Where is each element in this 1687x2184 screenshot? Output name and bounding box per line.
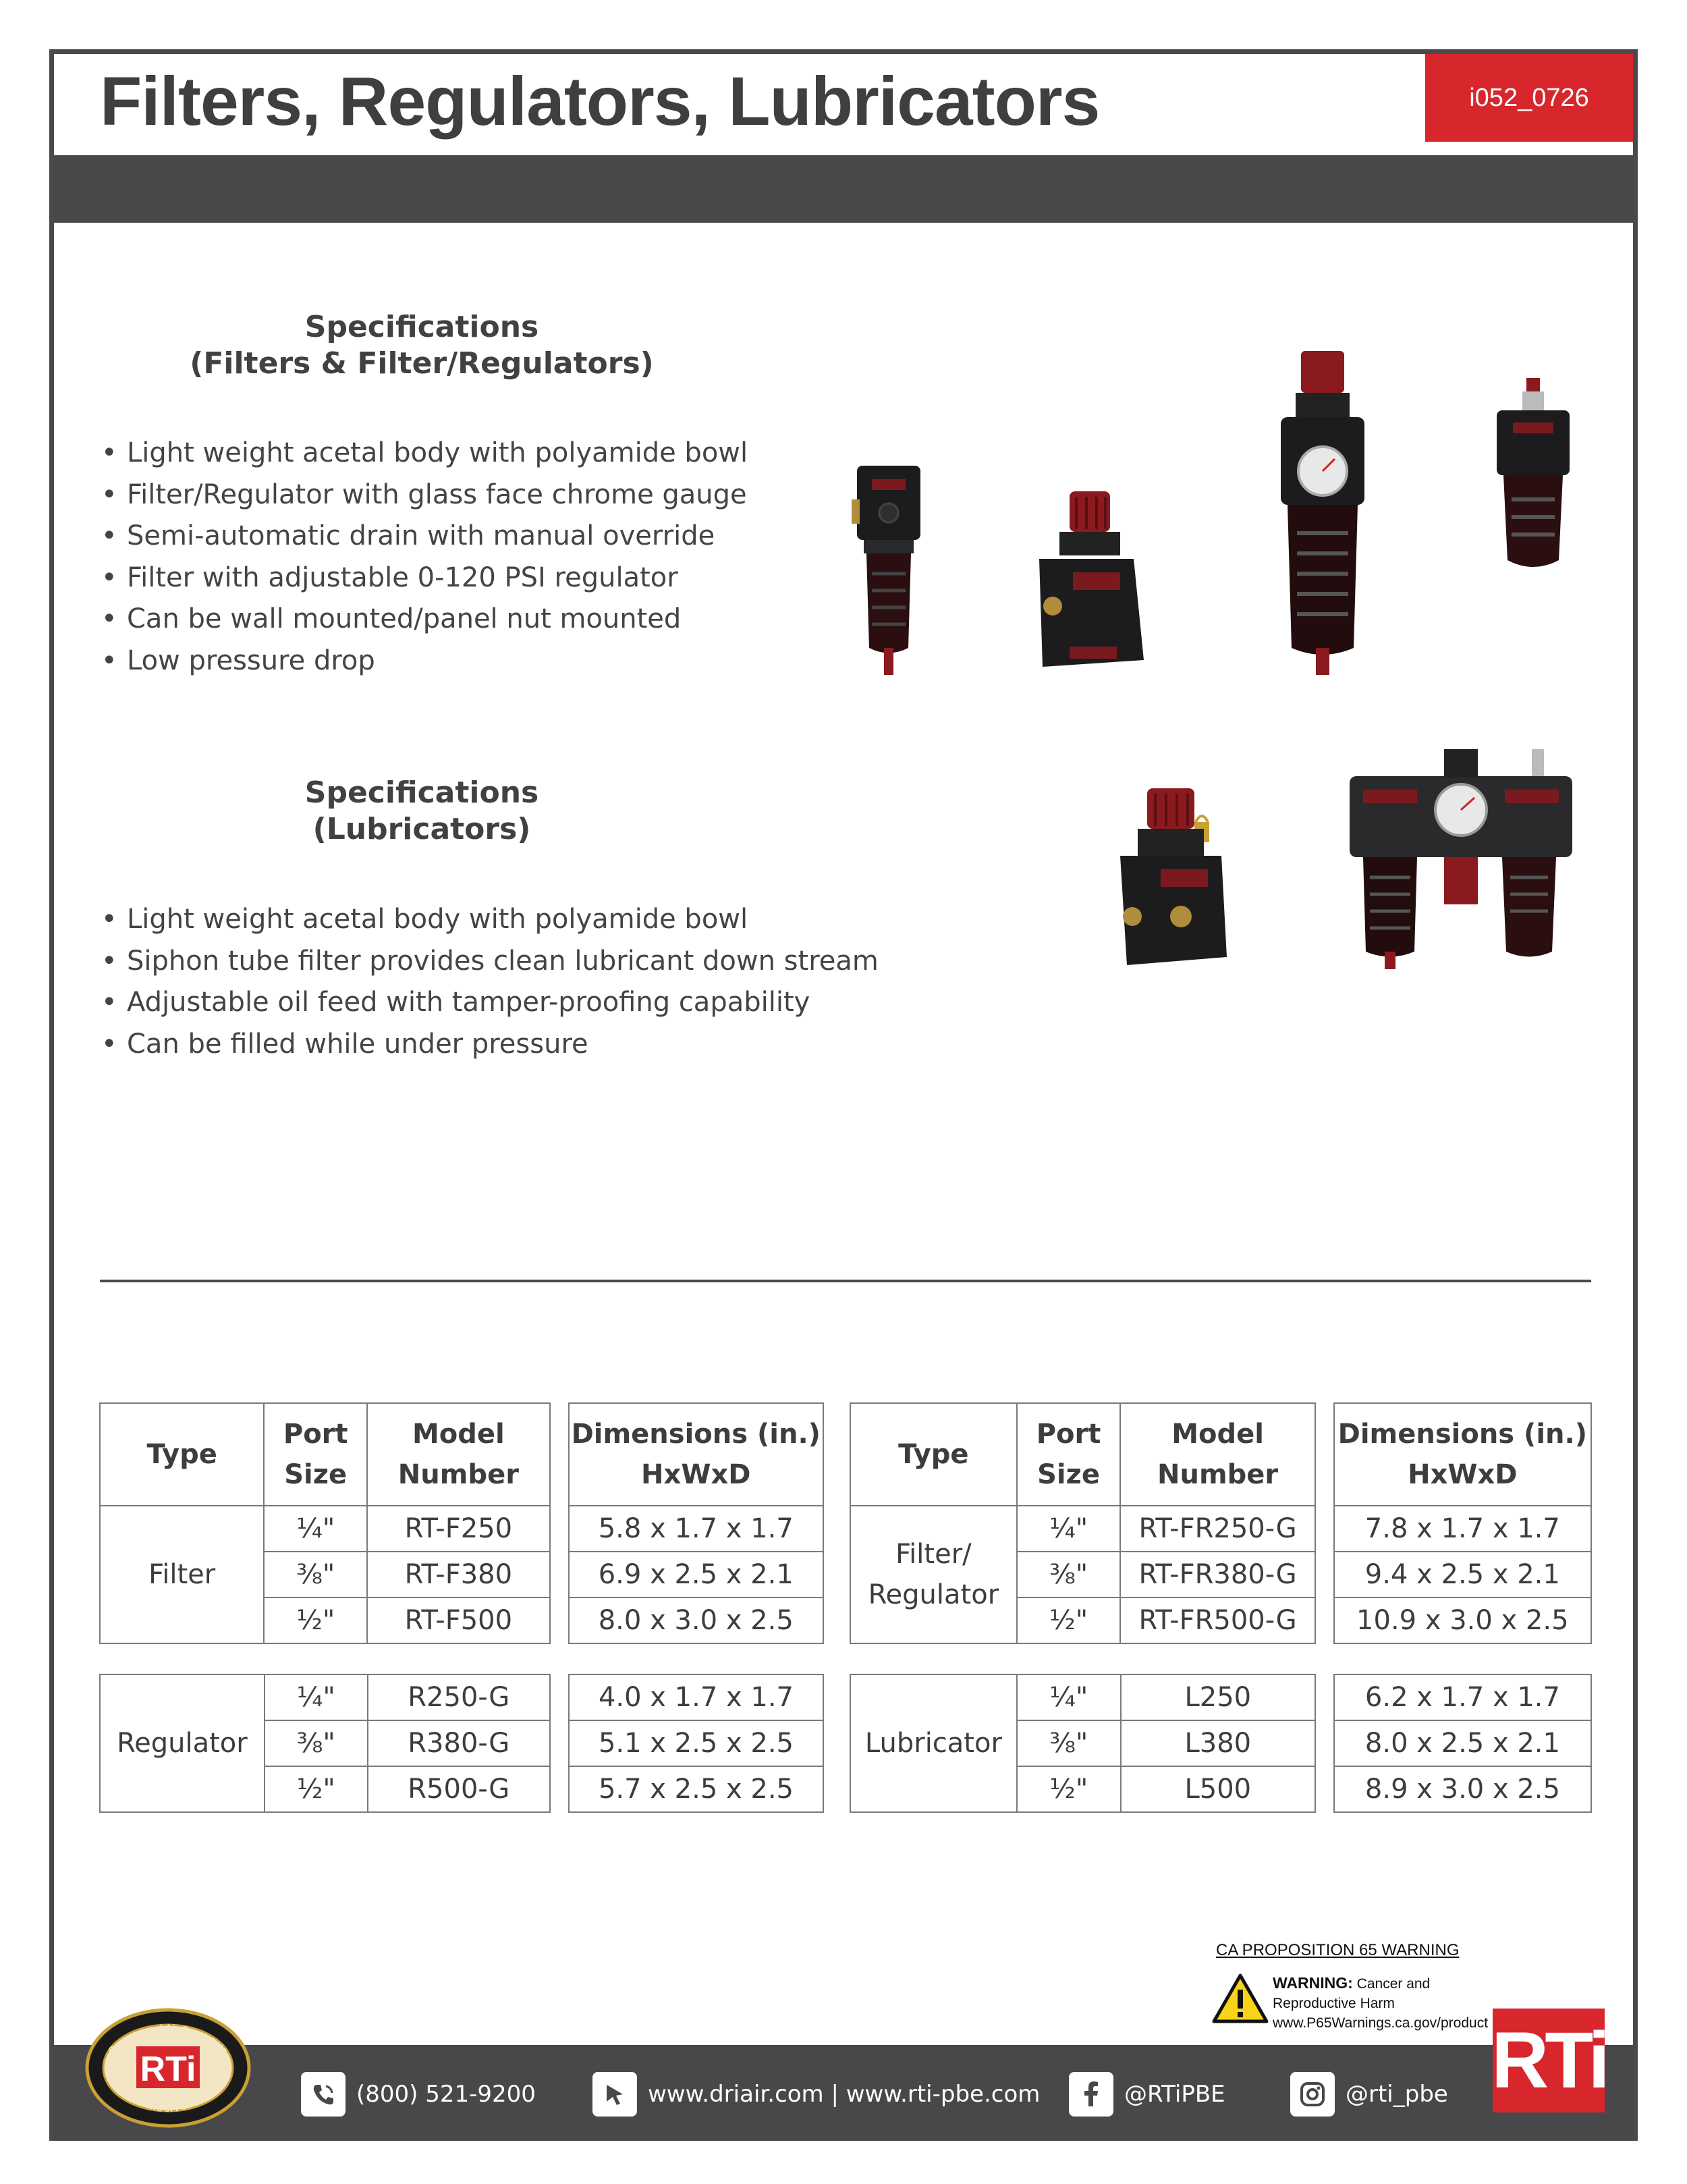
badge-top-arc: Compressed Air Specialists: [106, 2021, 230, 2056]
list-item: • Can be filled while under pressure: [101, 1024, 879, 1066]
header-dimensions: [569, 1403, 823, 1506]
model-cell: R380-G: [368, 1720, 551, 1766]
model-cell: L250: [1121, 1674, 1315, 1720]
table-gap: [1315, 1403, 1334, 1506]
spec-heading-lubricators: [121, 775, 722, 848]
model-cell: R500-G: [368, 1766, 551, 1812]
phone-icon: [301, 2072, 345, 2117]
list-item: • Filter/Regulator with glass face chrome gauge: [101, 474, 748, 516]
table-header-row: [100, 1403, 823, 1506]
header-model-number: [367, 1403, 550, 1506]
port-cell: ½": [265, 1766, 368, 1812]
table-row: [100, 1674, 823, 1720]
badge-bottom-arc: The Makers of Perfect AIR: [114, 2082, 222, 2114]
section-divider: [100, 1280, 1591, 1282]
spec-heading-line2: (Filters & Filter/Regulators): [190, 346, 654, 381]
dims-cell: 5.8 x 1.7 x 1.7: [569, 1506, 823, 1552]
dims-cell: 5.1 x 2.5 x 2.5: [569, 1720, 823, 1766]
table-filter: [99, 1402, 824, 1644]
port-cell: ¼": [264, 1506, 367, 1552]
instagram-handle: @rti_pbe: [1346, 2081, 1448, 2108]
phone-number: (800) 521-9200: [356, 2081, 536, 2108]
port-cell: ⅜": [1017, 1720, 1121, 1766]
prop65-title: CA PROPOSITION 65 WARNING: [1216, 1941, 1460, 1959]
spec-heading-line1: Specifications: [304, 775, 539, 810]
port-cell: ½": [264, 1598, 367, 1643]
header-type: Type: [850, 1403, 1017, 1506]
product-image-filter-regulator: [1275, 351, 1370, 675]
spec-heading-filters: [121, 309, 722, 382]
footer-instagram[interactable]: [1290, 2071, 1448, 2118]
list-item: • Low pressure drop: [101, 640, 748, 682]
model-cell: RT-FR250-G: [1120, 1506, 1315, 1552]
dims-cell: 7.8 x 1.7 x 1.7: [1334, 1506, 1591, 1552]
list-item: • Light weight acetal body with polyamide bowl: [101, 899, 879, 941]
table-regulator: [99, 1674, 824, 1813]
header-dim-line2: HxWxD: [1408, 1459, 1518, 1490]
header-model-line2: Number: [1157, 1459, 1279, 1490]
footer-facebook[interactable]: [1069, 2071, 1225, 2118]
header-port-size: [264, 1403, 367, 1506]
model-cell: RT-F500: [367, 1598, 550, 1643]
list-item: • Semi-automatic drain with manual override: [101, 516, 748, 557]
warning-icon: [1212, 1973, 1269, 2023]
instagram-icon: [1290, 2072, 1335, 2117]
port-cell: ½": [1017, 1598, 1121, 1643]
list-item: • Siphon tube filter provides clean lubricant down stream: [101, 941, 879, 983]
header-dimensions: [1334, 1403, 1591, 1506]
port-cell: ¼": [1017, 1674, 1121, 1720]
type-cell: Filter: [100, 1506, 264, 1643]
spec-heading-line1: Specifications: [304, 310, 539, 344]
header-dim-line2: HxWxD: [641, 1459, 751, 1490]
list-item: • Light weight acetal body with polyamide bowl: [101, 433, 748, 474]
rti-logo-text: RTi: [1491, 2016, 1606, 2105]
spec-list-lubricators: [101, 899, 879, 1065]
dims-cell: 10.9 x 3.0 x 2.5: [1334, 1598, 1591, 1643]
header-port-line2: Size: [1037, 1459, 1100, 1490]
table-row: [850, 1674, 1591, 1720]
spec-heading-line2: (Lubricators): [312, 812, 531, 846]
table-gap: [550, 1674, 569, 1812]
header-dim-line1: Dimensions (in.): [571, 1419, 821, 1450]
header-bar: [54, 155, 1633, 223]
model-cell: R250-G: [368, 1674, 551, 1720]
list-item: • Adjustable oil feed with tamper-proofing capability: [101, 982, 879, 1024]
cursor-icon: [592, 2072, 637, 2117]
dims-cell: 5.7 x 2.5 x 2.5: [569, 1766, 823, 1812]
model-cell: L500: [1121, 1766, 1315, 1812]
table-row: [850, 1506, 1591, 1552]
header-port-line1: Port: [1036, 1419, 1101, 1450]
product-image-filter: [852, 466, 926, 682]
dims-cell: 8.0 x 2.5 x 2.1: [1334, 1720, 1591, 1766]
type-line2: Regulator: [868, 1579, 999, 1610]
prop65-warning-text: Cancer and Reproductive Harm: [1273, 1976, 1431, 2011]
product-image-regulator-lock: [1113, 788, 1235, 971]
facebook-icon: [1069, 2072, 1113, 2117]
badge-brand: RTi: [140, 2050, 196, 2089]
port-cell: ½": [1017, 1766, 1121, 1812]
port-cell: ⅜": [264, 1552, 367, 1598]
dims-cell: 9.4 x 2.5 x 2.1: [1334, 1552, 1591, 1598]
header-type: Type: [100, 1403, 264, 1506]
port-cell: ⅜": [1017, 1552, 1121, 1598]
dims-cell: 8.9 x 3.0 x 2.5: [1334, 1766, 1591, 1812]
dims-cell: 4.0 x 1.7 x 1.7: [569, 1674, 823, 1720]
product-image-lubricator: [1493, 378, 1574, 574]
header-model-line1: Model: [1171, 1419, 1264, 1450]
product-image-regulator: [1032, 491, 1147, 674]
spec-list-filters: [101, 433, 748, 682]
product-image-frl-assembly: [1350, 749, 1572, 972]
list-item: • Filter with adjustable 0-120 PSI regulator: [101, 557, 748, 599]
table-header-row: [850, 1403, 1591, 1506]
type-cell: [850, 1506, 1017, 1643]
prop65-url[interactable]: www.P65Warnings.ca.gov/product: [1273, 2015, 1489, 2031]
dims-cell: 6.9 x 2.5 x 2.1: [569, 1552, 823, 1598]
header-port-line2: Size: [284, 1459, 348, 1490]
header-port-size: [1017, 1403, 1121, 1506]
type-line1: Filter/: [895, 1539, 972, 1570]
table-lubricator: [850, 1674, 1592, 1813]
prop65-text: [1273, 1973, 1495, 2033]
model-cell: RT-F380: [367, 1552, 550, 1598]
facebook-handle: @RTiPBE: [1124, 2081, 1225, 2108]
port-cell: ¼": [1017, 1506, 1121, 1552]
header-model-number: [1120, 1403, 1315, 1506]
website-links: www.driair.com | www.rti-pbe.com: [648, 2081, 1041, 2108]
list-item: • Can be wall mounted/panel nut mounted: [101, 599, 748, 640]
header-model-line1: Model: [412, 1419, 505, 1450]
table-gap: [1315, 1506, 1334, 1643]
model-cell: RT-FR380-G: [1120, 1552, 1315, 1598]
rti-logo: [1493, 2009, 1605, 2112]
document-code-badge: i052_0726: [1425, 54, 1633, 142]
table-gap: [1315, 1674, 1334, 1812]
prop65-warning-label: WARNING:: [1273, 1974, 1353, 1992]
rti-badge-logo: [84, 2007, 252, 2129]
table-filter-regulator: [850, 1402, 1592, 1644]
header-dim-line1: Dimensions (in.): [1337, 1419, 1587, 1450]
port-cell: ¼": [265, 1674, 368, 1720]
type-cell: Lubricator: [850, 1674, 1017, 1812]
footer-phone[interactable]: [301, 2071, 536, 2118]
port-cell: ⅜": [265, 1720, 368, 1766]
model-cell: RT-F250: [367, 1506, 550, 1552]
footer-websites[interactable]: [592, 2071, 1040, 2118]
dims-cell: 6.2 x 1.7 x 1.7: [1334, 1674, 1591, 1720]
table-gap: [550, 1403, 569, 1506]
dims-cell: 8.0 x 3.0 x 2.5: [569, 1598, 823, 1643]
header-port-line1: Port: [283, 1419, 348, 1450]
page-title: Filters, Regulators, Lubricators: [100, 63, 1100, 140]
table-row: [100, 1506, 823, 1552]
model-cell: L380: [1121, 1720, 1315, 1766]
type-cell: Regulator: [100, 1674, 265, 1812]
prop65-warning: [1212, 1941, 1489, 2031]
model-cell: RT-FR500-G: [1120, 1598, 1315, 1643]
table-gap: [550, 1506, 569, 1643]
header-model-line2: Number: [397, 1459, 519, 1490]
